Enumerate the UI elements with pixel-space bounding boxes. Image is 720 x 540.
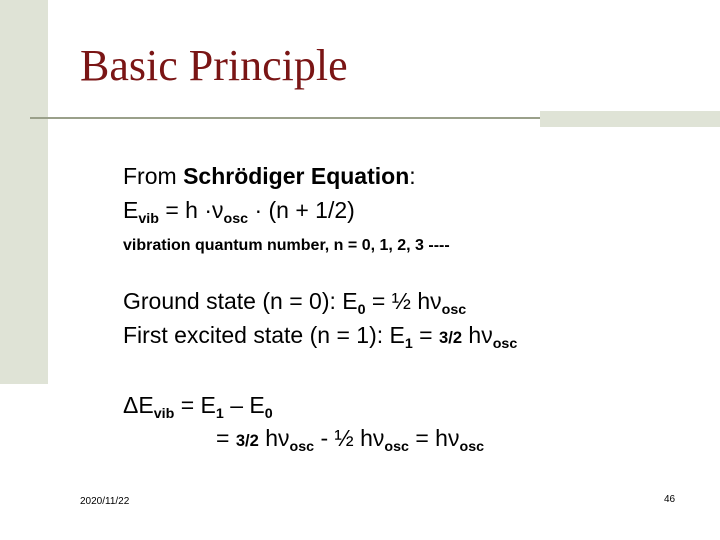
result-line bbox=[216, 425, 484, 455]
energy-equation bbox=[123, 197, 355, 227]
excited-prefix: First excited state (n = 1): E bbox=[123, 322, 405, 348]
result-osc1-sub: osc bbox=[289, 438, 315, 455]
ground-osc-sub: osc bbox=[441, 301, 467, 318]
eq-mid: = h ·ν bbox=[158, 197, 224, 223]
eq-e: E bbox=[123, 197, 139, 223]
delta-minus: – E bbox=[223, 392, 265, 418]
delta-vib-sub: vib bbox=[153, 405, 175, 422]
ground-sub: 0 bbox=[357, 301, 366, 318]
excited-eq: = bbox=[412, 322, 440, 348]
result-osc2-sub: osc bbox=[384, 438, 409, 455]
quantum-number-line: vibration quantum number, n = 0, 1, 2, 3 ---- bbox=[123, 237, 450, 254]
result-eq2: = hν bbox=[408, 425, 460, 451]
excited-sub: 1 bbox=[404, 335, 413, 352]
excited-state-line bbox=[123, 322, 517, 352]
delta-sub0: 0 bbox=[264, 405, 273, 422]
schrodinger-equation-label: Schrödiger Equation bbox=[183, 163, 410, 189]
left-decor-bar bbox=[0, 0, 48, 384]
ground-mid: = ½ hν bbox=[365, 288, 442, 314]
result-hv1: hν bbox=[258, 425, 290, 451]
eq-vib-sub: vib bbox=[138, 210, 159, 227]
ground-state-line bbox=[123, 288, 466, 318]
intro-suffix: : bbox=[409, 163, 416, 189]
intro-prefix: From bbox=[123, 163, 184, 189]
result-minus: - ½ hν bbox=[314, 425, 385, 451]
delta-prefix: ΔE bbox=[123, 392, 154, 418]
result-osc3-sub: osc bbox=[459, 438, 485, 455]
slide-title: Basic Principle bbox=[80, 41, 348, 90]
footer-date: 2020/11/22 bbox=[80, 496, 130, 507]
excited-hv: hν bbox=[462, 322, 493, 348]
title-rule bbox=[30, 117, 540, 119]
result-frac: 3/2 bbox=[235, 431, 259, 450]
intro-line bbox=[123, 163, 416, 190]
title-rule-block bbox=[540, 111, 720, 127]
delta-energy-line bbox=[123, 392, 273, 422]
ground-prefix: Ground state (n = 0): E bbox=[123, 288, 358, 314]
excited-frac: 3/2 bbox=[439, 328, 463, 347]
eq-osc-sub: osc bbox=[223, 210, 249, 227]
delta-sub1: 1 bbox=[215, 405, 224, 422]
excited-osc-sub: osc bbox=[492, 335, 518, 352]
eq-end: · (n + 1/2) bbox=[248, 197, 355, 223]
result-eq: = bbox=[216, 425, 236, 451]
delta-mid: = E bbox=[174, 392, 216, 418]
page-number: 46 bbox=[664, 494, 676, 505]
